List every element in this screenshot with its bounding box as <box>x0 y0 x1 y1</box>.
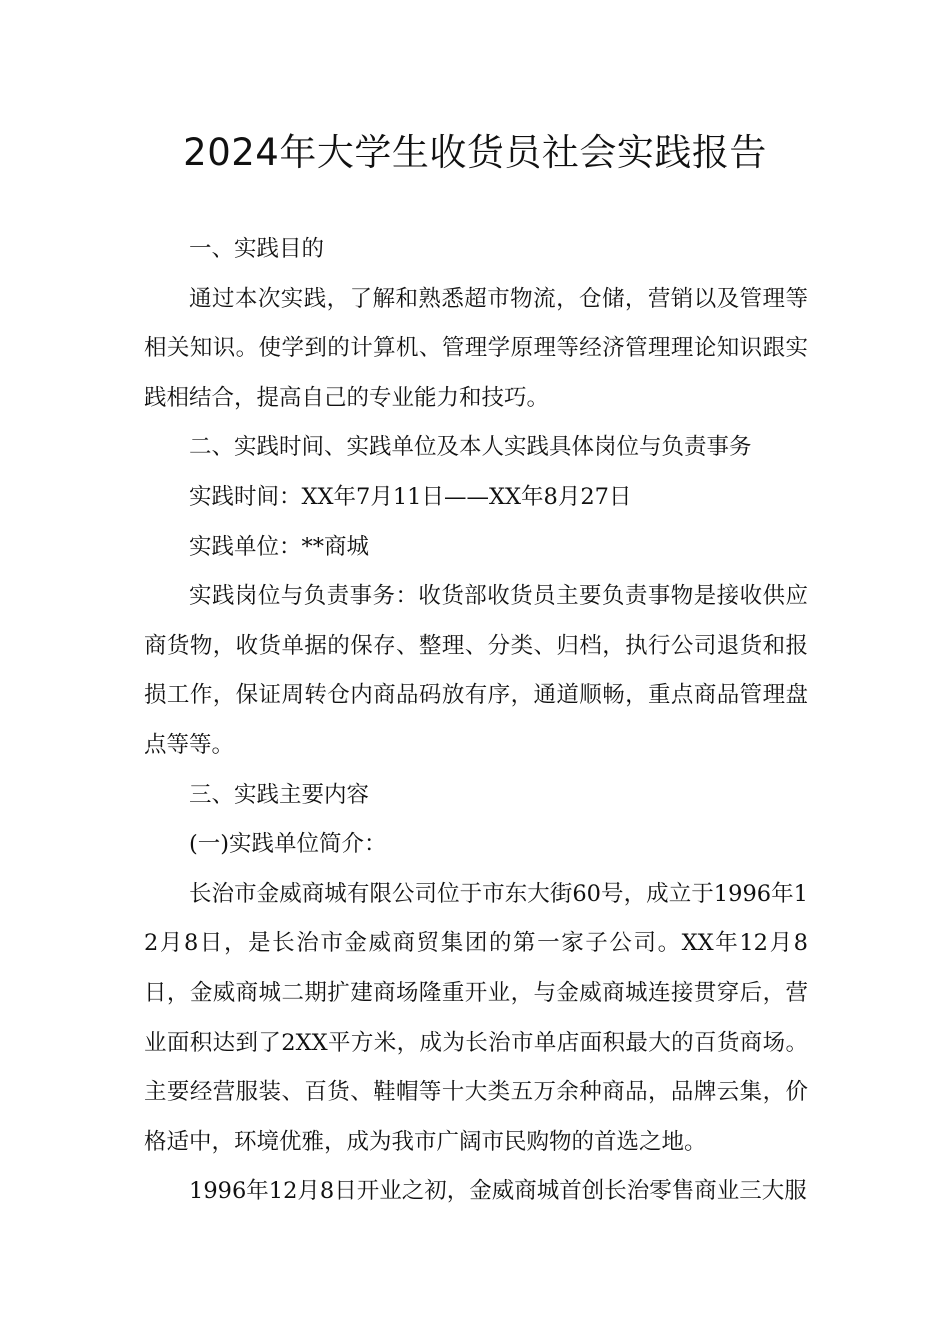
subheading-unit-intro: (一)实践单位简介： <box>189 831 387 858</box>
paragraph-opening: 1996年12月8日开业之初，金威商城首创长治零售商业三大服 <box>189 1178 807 1205</box>
paragraph-purpose: 通过本次实践，了解和熟悉超市物流，仓储，营销以及管理等相关知识。使学到的计算机、管理学原理等经济管理理论知识跟实践相结合，提高自己的专业能力和技巧。 <box>144 285 808 411</box>
section-heading-content: 三、实践主要内容 <box>189 781 370 808</box>
paragraph-practice-time: 实践时间：XX年7月11日——XX年8月27日 <box>189 483 632 510</box>
paragraph-practice-unit: 实践单位：**商城 <box>189 533 370 560</box>
section-heading-purpose: 一、实践目的 <box>189 236 325 262</box>
section-heading-time-unit: 二、实践时间、实践单位及本人实践具体岗位与负责事务 <box>189 434 752 461</box>
paragraph-company-intro: 长治市金威商城有限公司位于市东大街60号，成立于1996年12月8日，是长治市金威商贸集团的第一家子公司。XX年12月8日，金威商城二期扩建商场隆重开业，与金威商城连接贯穿后，营业面积达到了2XX平方米，成为长治市单店面积最大的百货商场。主要经营服装、百货、鞋帽等十大类五万余种商品，品牌云集，价格适中，环境优雅，成为我市广阔市民购物的首选之地。 <box>144 880 808 1155</box>
document-body <box>144 225 808 1217</box>
document-title: 2024年大学生收货员社会实践报告 <box>183 131 767 174</box>
paragraph-position-duties: 实践岗位与负责事务：收货部收货员主要负责事物是接收供应商货物，收货单据的保存、整理、分类、归档，执行公司退货和报损工作，保证周转仓内商品码放有序，通道顺畅，重点商品管理盘点等等。 <box>144 583 808 758</box>
